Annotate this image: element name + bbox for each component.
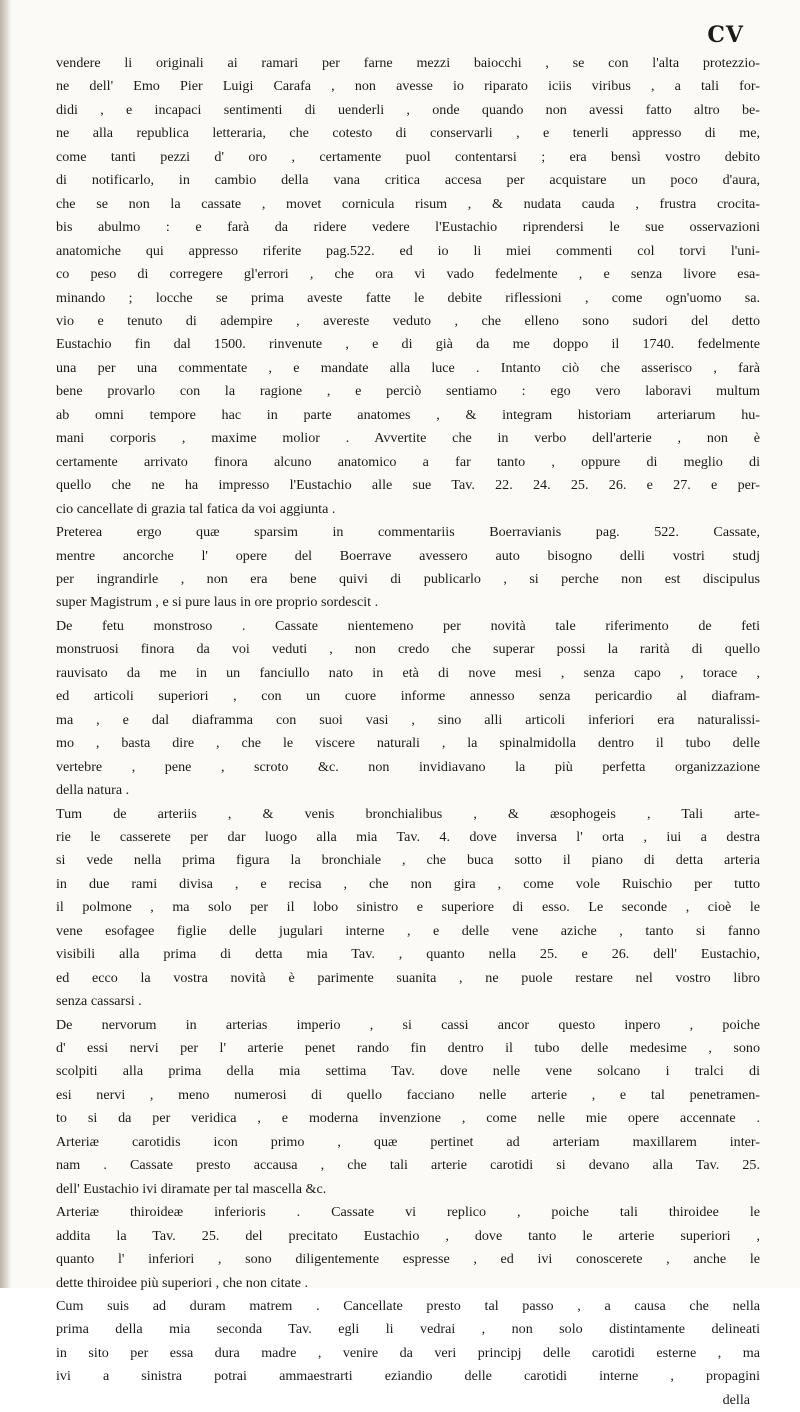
- text-line: dette thiroidee più superiori , che non citate .: [56, 1274, 309, 1291]
- text-line: per ingrandirle , non era bene quivi di publicarlo , si perche non est discipulus: [56, 570, 760, 587]
- text-line: ne alla republica letteraria, che cotesto di conservarli , e tenerli appresso di me,: [56, 125, 760, 142]
- text-line: mani corporis , maxime molior . Avvertite che in verbo dell'arterie , non è: [56, 430, 760, 447]
- text-line: super Magistrum , e si pure laus in ore proprio sordescit .: [56, 594, 379, 611]
- text-line: minando ; locche se prima aveste fatte le debite riflessioni , come ogn'uomo sa.: [56, 289, 760, 306]
- text-line: Cum suis ad duram matrem . Cancellate presto tal passo , a causa che nella: [56, 1298, 760, 1315]
- text-line: rauvisato da me in un fanciullo nato in età di nove mesi , senza capo , torace ,: [56, 664, 760, 681]
- text-line: come tanti pezzi d' oro , certamente puol contentarsi ; era bensì vostro debito: [56, 148, 760, 165]
- text-line: didi , e incapaci sentimenti di uenderli , onde quando non avessi fatto altro be-: [56, 101, 760, 118]
- text-line: addita la Tav. 25. del precitato Eustachio , dove tanto le arterie superiori ,: [56, 1227, 760, 1244]
- text-line: prima della mia seconda Tav. egli li vedrai , non solo distintamente delineati: [56, 1321, 760, 1338]
- text-line: Arteriæ thiroideæ inferioris . Cassate vi replico , poiche tali thiroidee le: [56, 1204, 760, 1221]
- text-line: visibili alla prima di detta mia Tav. , quanto nella 25. e 26. dell' Eustachio,: [56, 946, 760, 963]
- text-line: che se non la cassate , movet cornicula risum , & nudata cauda , frustra crocita-: [56, 195, 760, 212]
- text-line: il polmone , ma solo per il lobo sinistro e superiore di esso. Le seconde , cioè le: [56, 899, 760, 916]
- text-line: quanto l' inferiori , sono diligentemente espresse , ed ivi conoscerete , anche le: [56, 1251, 760, 1268]
- text-line: della natura .: [56, 782, 130, 799]
- text-line: ed ecco la vostra novità è parimente suanita , ne puole restare nel vostro libro: [56, 969, 760, 986]
- text-line: monstruosi finora da voi veduti , non credo che superar possi la rarità di quello: [56, 641, 760, 658]
- text-line: scolpiti alla prima della mia settima Tav. dove nelle vene solcano i tralci di: [56, 1063, 760, 1080]
- body-text: [56, 52, 760, 1412]
- text-line: cio cancellate di grazia tal fatica da voi aggiunta .: [56, 500, 336, 517]
- text-line: si vede nella prima figura la bronchiale , che buca sotto il piano di detta arteria: [56, 852, 760, 869]
- text-line: bis abulmo : e farà da ridere vedere l'Eustachio riprendersi le sue osservazioni: [56, 219, 760, 236]
- text-line: vendere li originali ai ramari per farne mezzi baiocchi , se con l'alta protezzio-: [56, 55, 760, 71]
- text-line: Preterea ergo quæ sparsim in commentariis Boerravianis pag. 522. Cassate,: [56, 524, 760, 541]
- text-line: vertebre , pene , scroto &c. non invidiavano la più perfetta organizzazione: [56, 758, 760, 775]
- text-line: Tum de arteriis , & venis bronchialibus , & æsophogeis , Tali arte-: [56, 805, 760, 822]
- text-line: rie le casserete per dar luogo alla mia Tav. 4. dove inversa l' orta , iui a destra: [56, 828, 760, 845]
- text-line: dell' Eustachio ivi diramate per tal mascella &c.: [56, 1180, 327, 1197]
- text-line: Arteriæ carotidis icon primo , quæ pertinet ad arteriam maxillarem inter-: [56, 1133, 760, 1150]
- text-line: to si da per veridica , e moderna invenzione , come nelle mie opere accennate .: [56, 1110, 760, 1127]
- text-line: Eustachio fin dal 1500. rinvenute , e di già da me doppo il 1740. fedelmente: [56, 336, 760, 353]
- text-line: ab omni tempore hac in parte anatomes , & integram historiam arteriarum hu-: [56, 406, 760, 423]
- text-line: ivi a sinistra potrai ammaestrarti eziandio delle carotidi interne , propagini: [56, 1368, 760, 1385]
- text-line: mentre ancorche l' opere del Boerrave avessero auto bisogno delli vostri studj: [56, 547, 760, 564]
- text-line: bene provarlo con la ragione , e perciò sentiamo : ego vero laboravi multum: [56, 383, 760, 400]
- text-line: d' essi nervi per l' arterie penet rando fin dentro il tubo delle medesime , sono: [56, 1040, 760, 1057]
- binding-shadow: [0, 0, 12, 1288]
- text-line: senza cassarsi .: [56, 993, 142, 1010]
- text-line: in sito per essa dura madre , venire da veri principj delle carotidi esterne , ma: [56, 1344, 760, 1361]
- text-line: ne dell' Emo Pier Luigi Carafa , non avesse io riparato iciis viribus , a tali for-: [56, 78, 760, 95]
- text-line: in due rami divisa , e recisa , che non gira , come vole Ruischio per tutto: [56, 875, 760, 892]
- text-line: certamente arrivato finora alcuno anatomico a far tanto , oppure di meglio di: [56, 453, 760, 470]
- text-line: esi nervi , meno numerosi di quello facciano nelle arterie , e tal penetramen-: [56, 1086, 760, 1103]
- text-line: De fetu monstroso . Cassate nientemeno per novità tale riferimento de feti: [56, 617, 760, 634]
- text-line: co peso di corregere gl'errori , che ora vi vado fedelmente , e senza livore esa-: [56, 266, 760, 283]
- text-line: anatomiche qui appresso riferite pag.522. ed io li miei commenti col torvi l'uni-: [56, 242, 760, 259]
- text-line: De nervorum in arterias imperio , si cassi ancor questo inpero , poiche: [56, 1016, 760, 1033]
- text-line: di notificarlo, in cambio della vana critica accesa per acquistare un poco d'aura,: [56, 172, 760, 189]
- text-line: ed articoli superiori , con un cuore informe annesso senza pericardio al diafram-: [56, 688, 760, 705]
- text-line: vene esofagee figlie delle jugulari interne , e delle vene aziche , tanto si fanno: [56, 922, 760, 939]
- text-line: una per una commentate , e mandate alla luce . Intanto ciò che asserisco , farà: [56, 359, 760, 376]
- page-number: CV: [707, 22, 744, 48]
- text-line: della: [722, 1391, 750, 1408]
- text-line: quello che ne ha impresso l'Eustachio alle sue Tav. 22. 24. 25. 26. e 27. e per-: [56, 477, 760, 494]
- text-line: nam . Cassate presto accausa , che tali arterie carotidi si devano alla Tav. 25.: [56, 1157, 760, 1174]
- text-line: vio e tenuto di adempire , avereste veduto , che elleno sono sudori del detto: [56, 312, 760, 329]
- text-line: mo , basta dire , che le viscere naturali , la spinalmidolla dentro il tubo delle: [56, 735, 760, 752]
- text-line: ma , e dal diaframma con suoi vasi , sino alli articoli inferiori era naturalissi-: [56, 711, 760, 728]
